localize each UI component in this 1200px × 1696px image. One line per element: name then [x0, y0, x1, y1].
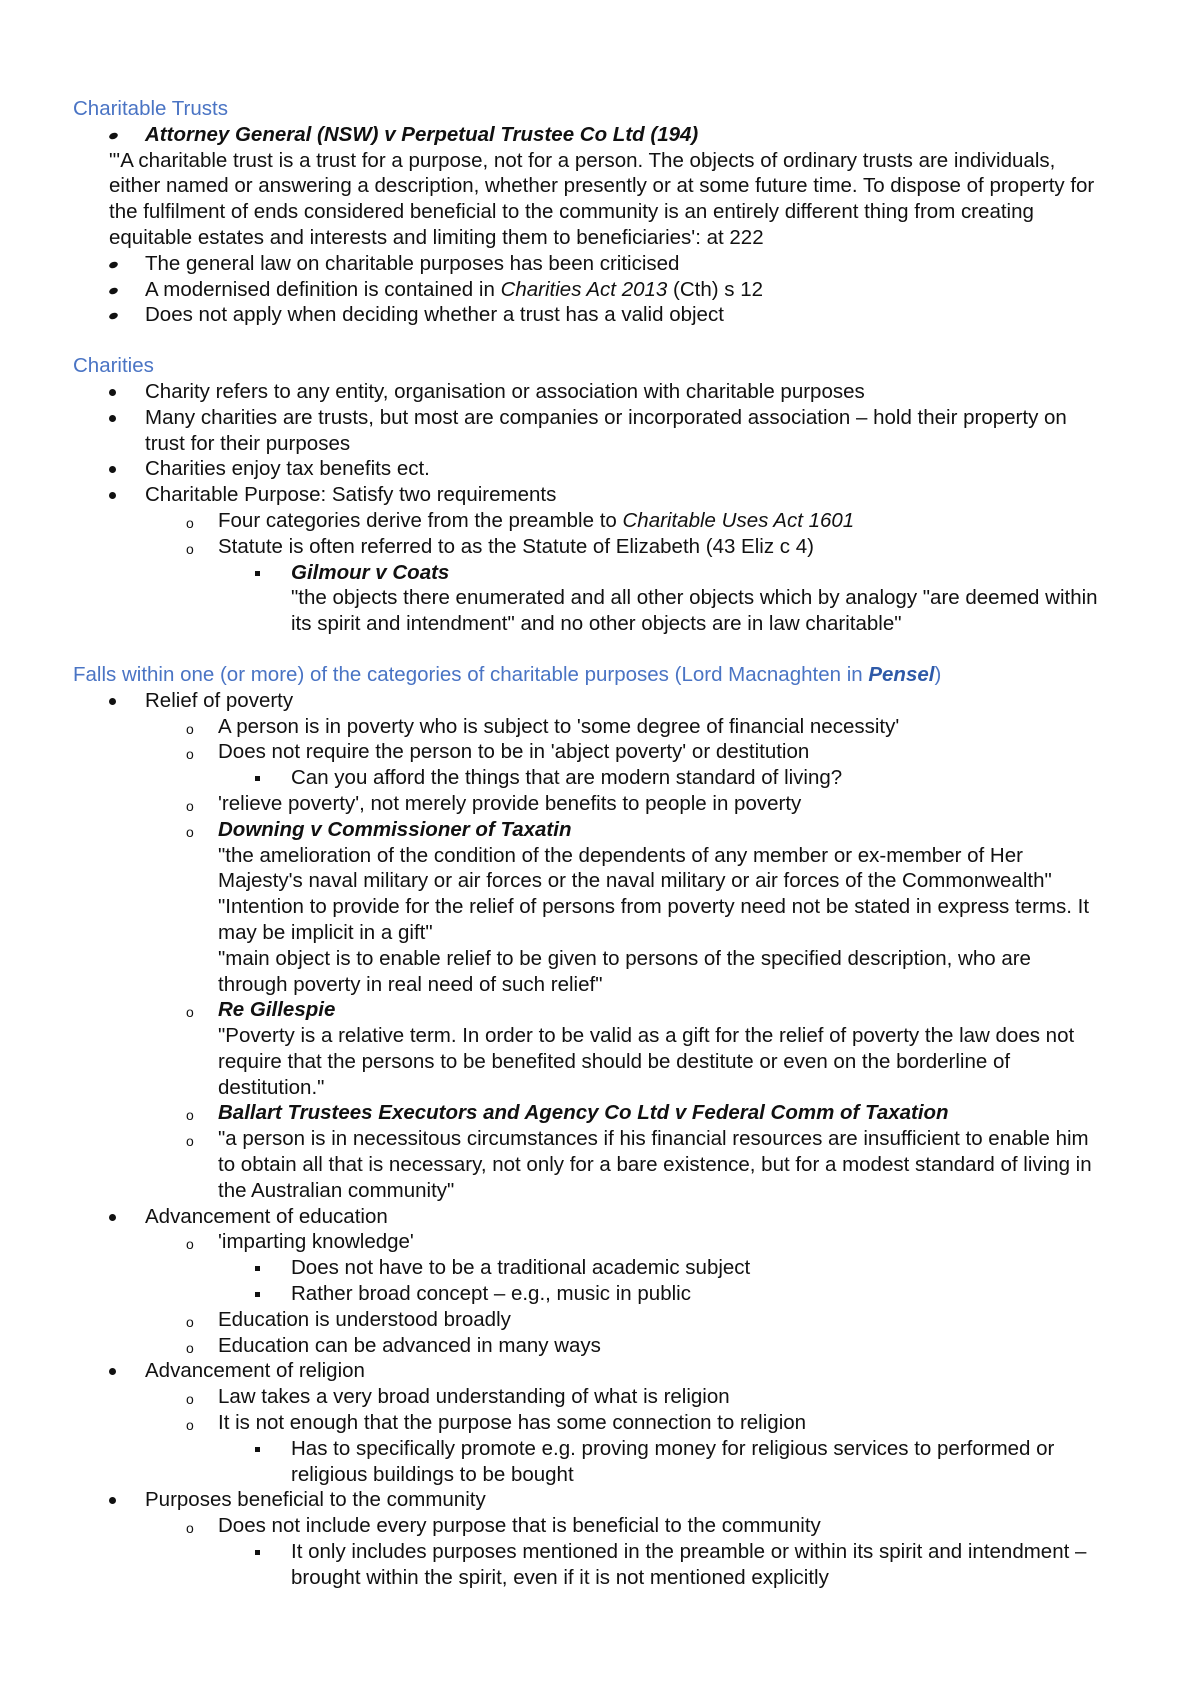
sub-list-item: o Education is understood broadly — [186, 1307, 511, 1331]
list-item-text: Does not require the person to be in 'abject poverty' or destitution — [218, 740, 810, 764]
list-item — [73, 1204, 1100, 1230]
list-item-text: A modernised definition is contained in — [145, 277, 501, 301]
list-item — [73, 122, 1100, 148]
case-name: Gilmour v Coats — [291, 560, 450, 584]
quote-text: "Poverty is a relative term. In order to be valid as a gift for the relief of poverty the law does not require that the persons to be benefited should be destitute or even on the borderline of destitution." — [218, 1024, 1075, 1099]
heading-charitable-trusts: Charitable Trusts — [73, 97, 228, 120]
list-item-text: 'imparting knowledge' — [218, 1230, 414, 1254]
section-charities — [73, 353, 1100, 637]
list-item-text: 'relieve poverty', not merely provide benefits to people in poverty — [218, 791, 802, 815]
case-name: Downing v Commissioner of Taxatin — [218, 817, 572, 841]
list-item — [73, 277, 1100, 303]
sub-list-item: o Re Gillespie — [186, 998, 336, 1022]
list-item-text: Relief of poverty — [145, 688, 294, 712]
case-name: Attorney General (NSW) v Perpetual Trustee Co Ltd (194) — [145, 122, 699, 146]
list-item-text: The general law on charitable purposes has been criticised — [145, 251, 680, 275]
list-item-text: Can you afford the things that are modern standard of living? — [291, 766, 843, 790]
sub-sub-list-item — [73, 1436, 1100, 1488]
heading-charities: Charities — [73, 354, 154, 378]
list-item — [73, 379, 1100, 405]
quote-text: "Intention to provide for the relief of persons from poverty need not be stated in express terms. It may be implicit in a gift" — [218, 895, 1090, 944]
list-item — [73, 688, 1100, 714]
list-item-text: Rather broad concept – e.g., music in public — [291, 1282, 691, 1306]
list-item-text: Does not have to be a traditional academic subject — [291, 1256, 751, 1280]
sub-list-item: o 'imparting knowledge' — [186, 1230, 414, 1254]
list-item-text: Statute is often referred to as the Statute of Elizabeth (43 Eliz c 4) — [218, 534, 814, 558]
list-item-text: Law takes a very broad understanding of what is religion — [218, 1385, 730, 1409]
sub-sub-list-item — [73, 1255, 1100, 1281]
list-item-text: Does not include every purpose that is beneficial to the community — [218, 1514, 821, 1538]
sub-list-item: o Downing v Commissioner of Taxatin — [186, 817, 572, 841]
sub-list-item: o "a person is in necessitous circumstances if his financial resources are insufficient to enable him to obtain all that is necessary, not only for a bare existence, but for a modest standard of living in the Australian community" — [186, 1127, 1092, 1202]
case-name: Ballart Trustees Executors and Agency Co Ltd v Federal Comm of Taxation — [218, 1101, 949, 1125]
quote-text: "the objects there enumerated and all other objects which by analogy "are deemed within its spirit and intendment" and no other objects are in law charitable" — [291, 586, 1098, 636]
sub-list-item: o Ballart Trustees Executors and Agency Co Ltd v Federal Comm of Taxation — [186, 1101, 949, 1125]
sub-sub-list-item — [73, 765, 1100, 791]
list-item-text: A person is in poverty who is subject to 'some degree of financial necessity' — [218, 714, 900, 738]
list-item-text: Has to specifically promote e.g. proving money for religious services to performed or religious buildings to be bought — [291, 1436, 1055, 1486]
sub-list-item: o 'relieve poverty', not merely provide benefits to people in poverty — [186, 791, 802, 815]
quote-text: "the amelioration of the condition of the dependents of any member or ex-member of Her Majesty's naval military or air forces or the naval military or air forces of the Commonwealth" — [218, 843, 1052, 893]
list-item-text: Advancement of religion — [145, 1359, 365, 1383]
sub-list-item: o It is not enough that the purpose has some connection to religion — [186, 1411, 807, 1435]
list-item-text: Purposes beneficial to the community — [145, 1488, 486, 1512]
sub-list-item: o Does not require the person to be in 'abject poverty' or destitution — [186, 740, 810, 764]
sub-sub-list-item — [73, 1281, 1100, 1307]
sub-list-item: o A person is in poverty who is subject to 'some degree of financial necessity' — [186, 714, 900, 738]
list-item-text: Four categories derive from the preamble to — [218, 508, 623, 532]
list-item-text: Charity refers to any entity, organisation or association with charitable purposes — [145, 379, 865, 403]
list-item-text: (Cth) s 12 — [667, 277, 764, 301]
act-name: Charitable Uses Act 1601 — [622, 508, 855, 532]
list-item — [73, 1358, 1100, 1384]
list-item-text: Charitable Purpose: Satisfy two requirements — [145, 483, 557, 507]
list-item — [73, 1487, 1100, 1513]
case-name: Pensel — [868, 662, 935, 686]
quote-text: "a person is in necessitous circumstances if his financial resources are insufficient to enable him to obtain all that is necessary, not only for a bare existence, but for a modest standard of living in the Australian community" — [218, 1127, 1092, 1202]
sub-list-item: o Does not include every purpose that is beneficial to the community — [186, 1514, 821, 1538]
list-item — [73, 482, 1100, 508]
heading-categories — [73, 662, 1100, 688]
list-item-text: Many charities are trusts, but most are companies or incorporated association – hold their property on trust for their purposes — [145, 405, 1067, 455]
sub-list-item: o Four categories derive from the preamble to Charitable Uses Act 1601 — [186, 508, 855, 532]
list-item — [73, 456, 1100, 482]
list-item-text: Does not apply when deciding whether a trust has a valid object — [145, 303, 724, 327]
quote-text: "'A charitable trust is a trust for a purpose, not for a person. The objects of ordinary trusts are individuals, either named or answering a description, whether presently or at some future time. To dispose of property for the fulfilment of ends considered beneficial to the community is an entirely different thing from creating equitable estates and interests and limiting them to beneficiaries': at 222 — [109, 148, 1095, 249]
sub-list-item: o Law takes a very broad understanding of what is religion — [186, 1385, 730, 1409]
heading-text: Falls within one (or more) of the categories of charitable purposes (Lord Macnaghten in — [73, 662, 869, 686]
list-item-text: Education is understood broadly — [218, 1307, 511, 1331]
sub-sub-list-item — [73, 1539, 1100, 1591]
list-item-text: It is not enough that the purpose has some connection to religion — [218, 1411, 807, 1435]
list-item-text: Advancement of education — [145, 1204, 388, 1228]
heading-text: ) — [934, 662, 942, 686]
section-charitable-trusts — [73, 96, 1100, 328]
sub-list-item: o Education can be advanced in many ways — [186, 1333, 601, 1357]
list-item-text: It only includes purposes mentioned in the preamble or within its spirit and intendment – brought within the spirit, even if it is not mentioned explicitly — [291, 1540, 1087, 1589]
list-item — [73, 302, 1100, 328]
section-categories — [73, 662, 1100, 1591]
list-item — [73, 405, 1100, 457]
list-item-text: Charities enjoy tax benefits ect. — [145, 457, 430, 481]
quote-text: "main object is to enable relief to be given to persons of the specified description, who are through poverty in real need of such relief" — [218, 946, 1031, 996]
list-item-text: Education can be advanced in many ways — [218, 1333, 601, 1357]
list-item — [73, 251, 1100, 277]
case-name: Re Gillespie — [218, 998, 336, 1022]
sub-list-item: o Statute is often referred to as the Statute of Elizabeth (43 Eliz c 4) — [186, 534, 814, 558]
sub-sub-list-item — [73, 560, 1100, 586]
act-name: Charities Act 2013 — [500, 277, 668, 301]
